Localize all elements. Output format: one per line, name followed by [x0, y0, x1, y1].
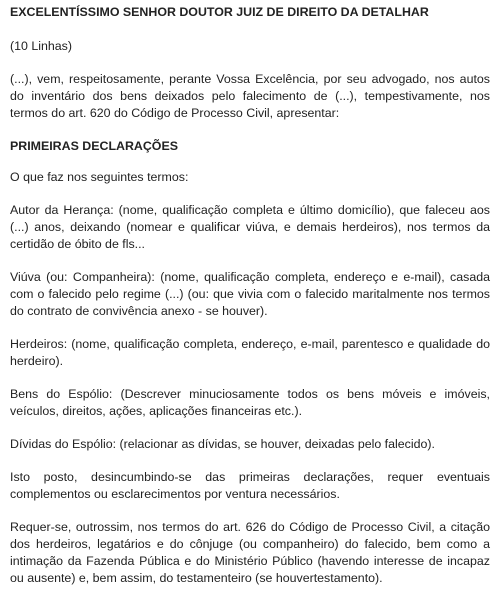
- autor-paragraph: Autor da Herança: (nome, qualificação completa e último domicílio), que faleceu aos (...) anos, deixando (nomear e qualificar viúva, e demais herdeiros), nos termos da certidão de óbito de fls...: [10, 203, 490, 251]
- terms-intro: O que faz nos seguintes termos:: [10, 170, 189, 184]
- requer-paragraph: Requer-se, outrossim, nos termos do art. 626 do Código de Processo Civil, a citação dos herdeiros, legatários e do cônjuge (ou companheiro) do falecido, bem como a intimação da Fazenda Pública e do Ministério Público (havendo interesse de incapaz ou ausente) e, bem assim, do testamenteiro (se houvertestamento).: [10, 520, 490, 585]
- dividas-paragraph: Dívidas do Espólio: (relacionar as dívidas, se houver, deixadas pelo falecido).: [10, 437, 435, 451]
- document-body: [10, 4, 490, 603]
- lines-note: (10 Linhas): [10, 39, 72, 53]
- viuva-paragraph: Viúva (ou: Companheira): (nome, qualificação completa, endereço e e-mail), casada com o falecido pelo regime (...) (ou: que vivia com o falecido maritalmente nos termos do contrato de convivência anexo - se houver).: [10, 270, 490, 318]
- bens-paragraph: Bens do Espólio: (Descrever minuciosamente todos os bens móveis e imóveis, veículos, direitos, ações, aplicações financeiras etc.).: [10, 387, 490, 418]
- herdeiros-paragraph: Herdeiros: (nome, qualificação completa, endereço, e-mail, parentesco e qualidade do herdeiro).: [10, 337, 490, 368]
- section-title: PRIMEIRAS DECLARAÇÕES: [10, 139, 178, 153]
- document-title: EXCELENTÍSSIMO SENHOR DOUTOR JUIZ DE DIREITO DA DETALHAR: [10, 5, 429, 19]
- intro-paragraph: (...), vem, respeitosamente, perante Vossa Excelência, por seu advogado, nos autos do inventário dos bens deixados pelo falecimento de (...), tempestivamente, nos termos do art. 620 do Código de Processo Civil, apresentar:: [10, 72, 490, 120]
- isto-posto-paragraph: Isto posto, desincumbindo-se das primeiras declarações, requer eventuais complementos ou esclarecimentos por ventura necessários.: [10, 470, 490, 501]
